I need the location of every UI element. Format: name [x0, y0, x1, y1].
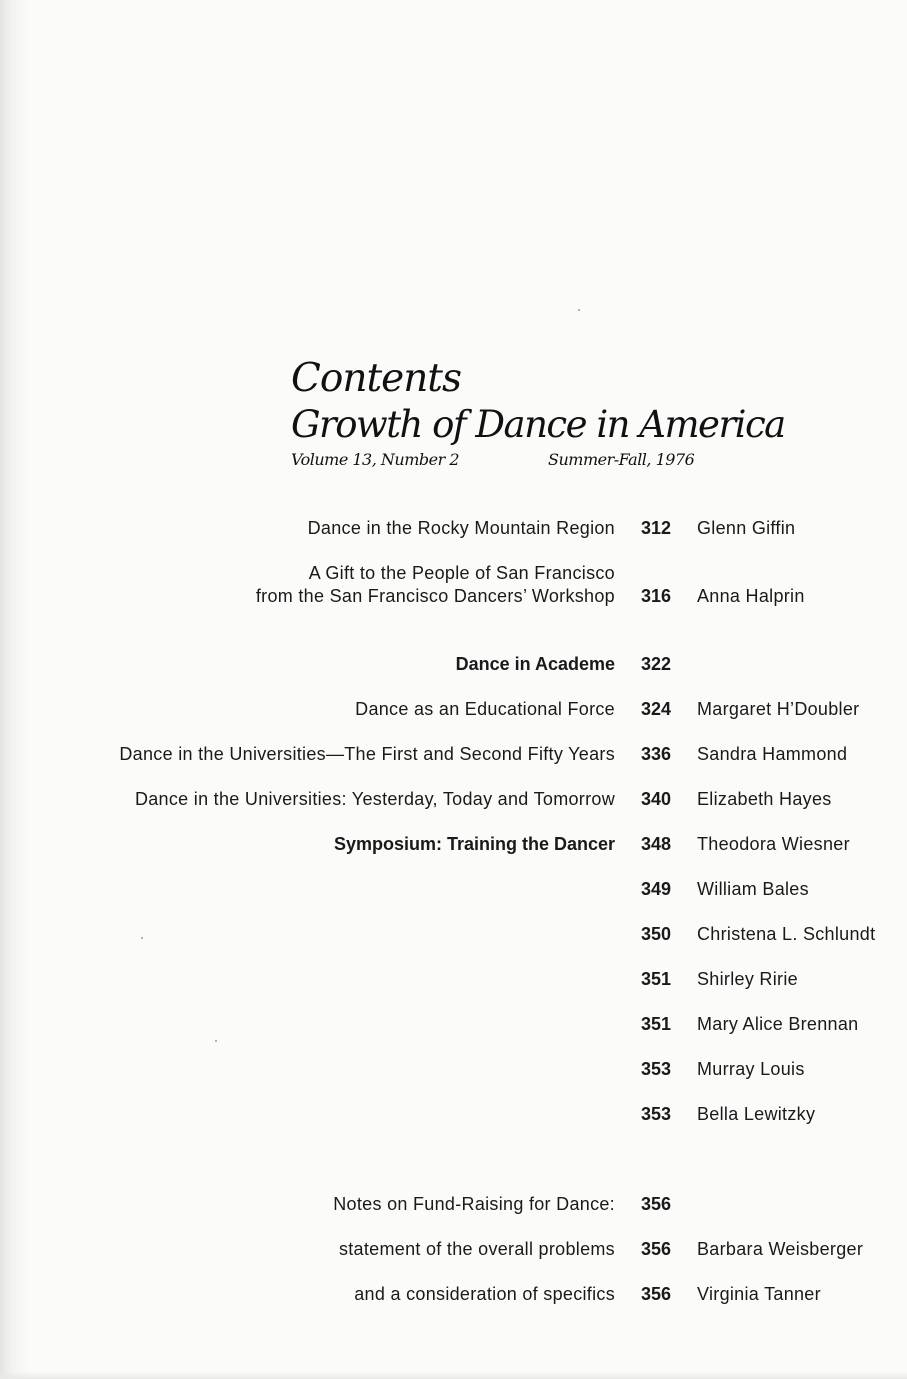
entry-title: [339, 1238, 615, 1261]
entry-page-number: 324: [641, 699, 672, 719]
entry-author: Theodora Wiesner: [697, 834, 850, 854]
entry-title: [308, 517, 615, 540]
entry-page-number: 356: [641, 1194, 672, 1214]
entry-page-number: 351: [641, 969, 672, 989]
entry-author: Christena L. Schlundt: [697, 924, 876, 944]
entry-author: Mary Alice Brennan: [697, 1014, 859, 1034]
entry-page-number: 353: [641, 1104, 672, 1124]
entry-page-number: 336: [641, 744, 672, 764]
entry-title-line: and a consideration of specifics: [354, 1284, 615, 1304]
entry-author: Bella Lewitzky: [697, 1104, 816, 1124]
entry-title-line: from the San Francisco Dancers’ Workshop: [255, 586, 615, 606]
entry-title-line: statement of the overall problems: [338, 1239, 615, 1259]
entry-author: Elizabeth Hayes: [697, 789, 832, 809]
entry-page-number: 356: [641, 1239, 672, 1259]
entry-author: Virginia Tanner: [697, 1284, 821, 1304]
entry-author: Murray Louis: [697, 1059, 805, 1079]
entry-title-line: Notes on Fund-Raising for Dance:: [333, 1194, 615, 1214]
entry-author: William Bales: [697, 879, 809, 899]
entry-page-number: 322: [641, 654, 672, 674]
page-edge-shadow: [0, 0, 30, 1379]
entry-page-number: 349: [641, 879, 672, 899]
entry-page-number: 312: [641, 518, 672, 538]
entry-title: [354, 1283, 615, 1306]
entry-page-number: 351: [641, 1014, 672, 1034]
entry-title-line: Dance in the Rocky Mountain Region: [307, 518, 615, 538]
entry-title: [334, 833, 615, 856]
paper-speck: [141, 937, 143, 939]
entry-title: [256, 562, 615, 608]
entry-title: [135, 788, 615, 811]
page-title: Contents: [291, 356, 461, 401]
entry-author: Anna Halprin: [697, 586, 805, 606]
entry-page-number: 356: [641, 1284, 672, 1304]
entry-author: Sandra Hammond: [697, 744, 848, 764]
entry-author: Barbara Weisberger: [697, 1239, 864, 1259]
entry-title-line: Symposium: Training the Dancer: [333, 834, 615, 854]
entry-author: Shirley Ririe: [697, 969, 798, 989]
entry-title: [355, 698, 615, 721]
entry-title-line: Dance in Academe: [455, 654, 615, 674]
page-bottom-shadow: [0, 1371, 907, 1379]
entry-page-number: 340: [641, 789, 672, 809]
entry-author: Margaret H’Doubler: [697, 699, 860, 719]
paper-speck: [578, 309, 580, 311]
entry-page-number: 350: [641, 924, 672, 944]
entry-title: [119, 743, 615, 766]
paper-speck: [215, 1040, 217, 1042]
entry-title: [333, 1193, 615, 1216]
entry-page-number: 353: [641, 1059, 672, 1079]
entry-page-number: 348: [641, 834, 672, 854]
entry-title-line: Dance as an Educational Force: [355, 699, 615, 719]
entry-author: Glenn Giffin: [697, 518, 796, 538]
entry-title-line: A Gift to the People of San Francisco: [308, 563, 615, 583]
entry-title-line: Dance in the Universities: Yesterday, Today and Tomorrow: [134, 789, 615, 809]
volume-number: Volume 13, Number 2: [291, 450, 459, 469]
issue-season: Summer-Fall, 1976: [548, 450, 695, 469]
entry-title: [456, 653, 615, 676]
issue-theme-title: Growth of Dance in America: [291, 403, 785, 446]
entry-page-number: 316: [641, 586, 672, 606]
entry-title-line: Dance in the Universities—The First and Second Fifty Years: [119, 744, 615, 764]
